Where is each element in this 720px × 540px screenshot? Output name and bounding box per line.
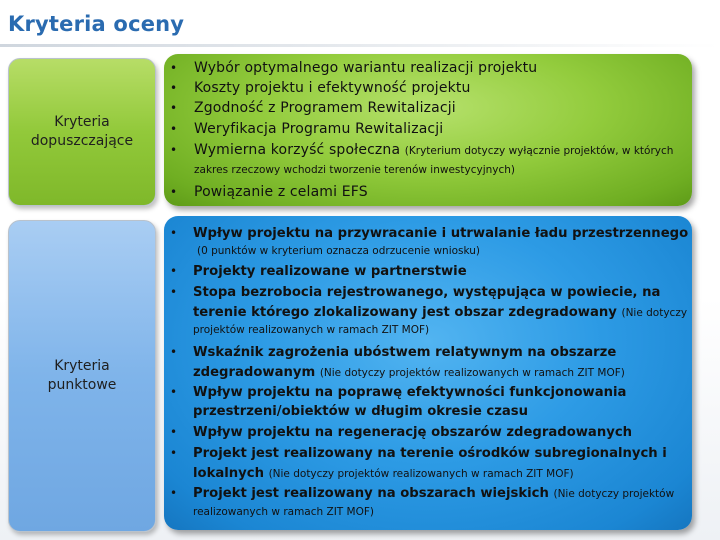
criterion-note-continued: realizowanych w ramach ZIT MOF) [193, 506, 375, 518]
bullet-icon: • [170, 425, 178, 439]
admissibility-label-box [8, 58, 156, 206]
page-title: Kryteria oceny [8, 12, 185, 36]
bullet-icon: • [170, 264, 178, 278]
criterion-note: (Nie dotyczy [621, 307, 688, 319]
bullet-icon: • [170, 385, 178, 399]
criterion-text-continued: terenie którego zlokalizowany jest obszar zdegradowany [193, 305, 622, 320]
criterion-text-continued: przestrzeni/obiektów w długim okresie czasu [193, 404, 529, 419]
criterion-text: Stopa bezrobocia rejestrowanego, występująca w powiecie, na [193, 285, 661, 300]
criterion-text: Powiązanie z celami EFS [194, 184, 368, 200]
bullet-icon: • [170, 345, 178, 359]
bullet-icon: • [170, 61, 178, 75]
criterion-text: Projekt jest realizowany na terenie ośrodków subregionalnych i [193, 446, 667, 461]
criterion-note: (Kryterium dotyczy wyłącznie projektów, w których [404, 145, 674, 157]
criterion-note: (Nie dotyczy projektów realizowanych w ramach ZIT MOF) [268, 468, 574, 480]
bullet-icon: • [170, 143, 178, 157]
criterion-text-continued: zdegradowanym [193, 365, 320, 380]
criterion-note: (0 punktów w kryterium oznacza odrzucenie wniosku) [197, 245, 481, 257]
points-criteria-panel [164, 216, 692, 530]
bullet-icon: • [170, 446, 178, 460]
criterion-text-continued: lokalnych [193, 466, 269, 481]
criterion-text: Wskaźnik zagrożenia ubóstwem relatywnym na obszarze [193, 345, 617, 360]
criterion-text: Projekt jest realizowany na obszarach wiejskich [193, 486, 554, 501]
criterion-text: Wybór optymalnego wariantu realizacji projektu [194, 60, 538, 76]
admissibility-label-line1: Kryteria [54, 114, 110, 130]
points-label-box [8, 220, 156, 532]
admissibility-criteria-panel [164, 54, 692, 206]
criterion-text: Weryfikacja Programu Rewitalizacji [194, 121, 444, 137]
bullet-icon: • [170, 226, 178, 240]
criterion-text: Wpływ projektu na przywracanie i utrwalanie ładu przestrzennego [193, 226, 689, 241]
criterion-text: Projekty realizowane w partnerstwie [193, 264, 467, 279]
criterion-note: (Nie dotyczy projektów [553, 488, 675, 500]
bullet-icon: • [170, 486, 178, 500]
points-label-line2: punktowe [47, 377, 117, 393]
criterion-text: Wymierna korzyść społeczna [194, 142, 405, 158]
bullet-icon: • [170, 185, 178, 199]
bullet-icon: • [170, 122, 178, 136]
criterion-text: Wpływ projektu na poprawę efektywności funkcjonowania [193, 385, 627, 400]
criterion-note: (Nie dotyczy projektów realizowanych w ramach ZIT MOF) [319, 367, 625, 379]
admissibility-label-line2: dopuszczające [30, 133, 134, 149]
criterion-text: Wpływ projektu na regenerację obszarów zdegradowanych [193, 425, 633, 440]
bullet-icon: • [170, 285, 178, 299]
title-divider [0, 44, 720, 47]
criterion-note-continued: projektów realizowanych w ramach ZIT MOF) [193, 324, 430, 336]
bullet-icon: • [170, 101, 178, 115]
criterion-text: Koszty projektu i efektywność projektu [194, 80, 471, 96]
criterion-note-continued: zakres rzeczowy wchodzi tworzenie terenów inwestycyjnych) [194, 164, 516, 176]
criterion-text: Zgodność z Programem Rewitalizacji [194, 100, 456, 116]
bullet-icon: • [170, 81, 178, 95]
points-label-line1: Kryteria [54, 358, 110, 374]
